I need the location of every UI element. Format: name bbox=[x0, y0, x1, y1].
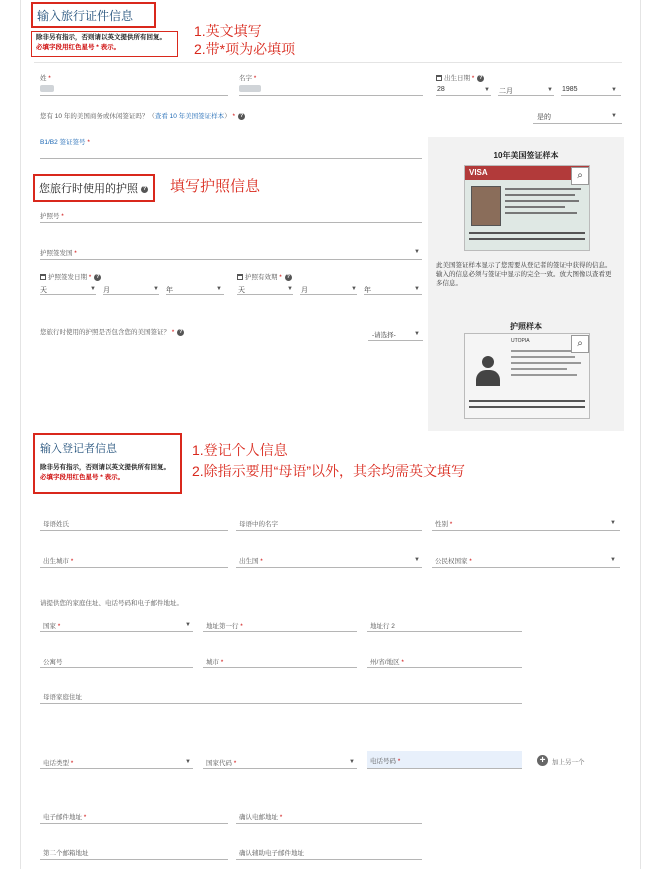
visa-card-mrz bbox=[469, 238, 585, 240]
notice-line-2: 必填字段用红色星号 * 表示。 bbox=[36, 44, 121, 51]
passport-card-mrz bbox=[469, 406, 585, 408]
passport-card-mrz bbox=[469, 400, 585, 402]
expiry-year-select[interactable] bbox=[364, 294, 422, 295]
issue-year-select[interactable] bbox=[166, 294, 224, 295]
visa-card-brand: VISA bbox=[469, 168, 488, 177]
expiry-month-select[interactable] bbox=[300, 294, 357, 295]
country-code-select[interactable] bbox=[203, 768, 357, 769]
address2-label: 地址行 2 bbox=[370, 623, 395, 630]
country-label: 国家 * bbox=[43, 623, 61, 630]
calendar-icon bbox=[40, 274, 46, 280]
annotation-line-1: 1.登记个人信息 bbox=[192, 442, 288, 458]
surname-label: 姓 * bbox=[40, 75, 51, 82]
birth-country-label: 出生国 * bbox=[239, 558, 263, 565]
visa-card-text-line bbox=[505, 212, 577, 214]
expiry-month[interactable]: 月 bbox=[301, 287, 308, 294]
address-intro: 请提供您的家庭住址、电话号码和电子邮件地址。 bbox=[40, 600, 183, 607]
surname-input[interactable] bbox=[40, 95, 228, 96]
dob-year-select[interactable] bbox=[561, 95, 621, 96]
native-address-input[interactable] bbox=[40, 703, 522, 704]
chevron-down-icon: ▼ bbox=[414, 286, 420, 292]
chevron-down-icon: ▼ bbox=[414, 557, 420, 563]
person-silhouette-icon bbox=[473, 352, 503, 390]
section1-annotation bbox=[194, 22, 295, 58]
visa-card-text-line bbox=[505, 206, 565, 208]
dob-day-value[interactable]: 28 bbox=[437, 86, 445, 93]
confirm-email-label: 确认电邮地址 * bbox=[239, 814, 283, 821]
passport-card-text-line bbox=[511, 374, 577, 376]
country-select[interactable] bbox=[40, 631, 193, 632]
birth-city-input[interactable] bbox=[40, 567, 228, 568]
passport-expiry-label: 护照有效期 * ? bbox=[237, 272, 292, 281]
city-input[interactable] bbox=[203, 667, 357, 668]
visa-card-text-line bbox=[505, 188, 581, 190]
dob-day-select[interactable] bbox=[436, 95, 491, 96]
passport-issue-date-label: 护照签发日期 * ? bbox=[40, 272, 101, 281]
apartment-input[interactable] bbox=[40, 667, 193, 668]
citizenship-label: 公民权国家 * bbox=[435, 558, 472, 565]
passport-card-text-line bbox=[511, 356, 575, 358]
help-icon[interactable]: ? bbox=[239, 112, 244, 119]
issue-year[interactable]: 年 bbox=[166, 287, 173, 294]
issue-day[interactable]: 天 bbox=[40, 287, 47, 294]
visa-card-text-line bbox=[505, 194, 575, 196]
section2-title: 输入登记者信息 bbox=[40, 443, 117, 455]
passport-issuer-label: 护照签发国 * bbox=[40, 250, 77, 257]
birth-country-select[interactable] bbox=[236, 567, 422, 568]
chevron-down-icon: ▼ bbox=[484, 87, 490, 93]
native-given-input[interactable] bbox=[236, 530, 422, 531]
given-name-value-blurred bbox=[239, 85, 261, 92]
city-label: 城市 * bbox=[206, 659, 224, 666]
annotation-line-2: 2.除指示要用“母语”以外，其余均需英文填写 bbox=[192, 463, 465, 479]
expiry-day-select[interactable] bbox=[237, 294, 293, 295]
help-icon[interactable]: ? bbox=[179, 328, 183, 335]
second-email-label: 第二个邮箱地址 bbox=[43, 850, 89, 857]
chevron-down-icon: ▼ bbox=[351, 286, 357, 292]
chevron-down-icon: ▼ bbox=[153, 286, 159, 292]
annotation-line-2: 2.带*项为必填项 bbox=[194, 41, 296, 57]
native-address-label: 母语家庭住址 bbox=[43, 694, 82, 701]
birth-city-label: 出生城市 * bbox=[43, 558, 74, 565]
chevron-down-icon: ▼ bbox=[287, 286, 293, 292]
dob-label: 出生日期 * ? bbox=[436, 73, 484, 82]
help-icon[interactable]: ? bbox=[479, 74, 483, 81]
phone-type-label: 电话类型 * bbox=[43, 760, 74, 767]
chevron-down-icon: ▼ bbox=[349, 759, 355, 765]
gender-label: 性别 * bbox=[435, 521, 453, 528]
dob-year-value[interactable]: 1985 bbox=[562, 86, 578, 93]
calendar-icon bbox=[436, 75, 442, 81]
visa-sample-link[interactable]: 查看 10 年美国签证样本 bbox=[154, 113, 225, 120]
state-label: 州/省/地区 * bbox=[370, 659, 404, 666]
chevron-down-icon: ▼ bbox=[610, 520, 616, 526]
passport-annotation: 填写护照信息 bbox=[170, 178, 261, 195]
chevron-down-icon: ▼ bbox=[610, 557, 616, 563]
address1-label: 地址第一行 * bbox=[206, 623, 243, 630]
plus-icon[interactable]: + bbox=[537, 755, 548, 766]
confirm-second-email-label: 确认辅助电子邮件地址 bbox=[239, 850, 304, 857]
native-surname-label: 母语姓氏 bbox=[43, 521, 69, 528]
chevron-down-icon: ▼ bbox=[414, 331, 420, 337]
native-surname-input[interactable] bbox=[40, 530, 228, 531]
chevron-down-icon: ▼ bbox=[90, 286, 96, 292]
visa-number-input[interactable] bbox=[40, 158, 422, 159]
section2-notice bbox=[40, 463, 170, 483]
contains-visa-select-value[interactable]: -请选择- bbox=[372, 332, 396, 339]
notice-line-1: 除非另有指示，否则请以英文提供所有回复。 bbox=[40, 464, 170, 471]
confirm-email-input[interactable] bbox=[236, 823, 422, 824]
country-code-label: 国家代码 * bbox=[206, 760, 237, 767]
chevron-down-icon: ▼ bbox=[611, 113, 617, 119]
notice-line-1: 除非另有指示，否则请以英文提供所有回复。 bbox=[36, 34, 166, 41]
annotation-line-1: 1.英文填写 bbox=[194, 23, 262, 39]
address1-input[interactable] bbox=[203, 631, 357, 632]
issue-month[interactable]: 月 bbox=[103, 287, 110, 294]
phone-number-label: 电话号码 * bbox=[370, 758, 401, 765]
passport-title: 您旅行时使用的护照 ? bbox=[39, 183, 147, 195]
section1-title: 输入旅行证件信息 bbox=[37, 9, 134, 23]
chevron-down-icon: ▼ bbox=[414, 249, 420, 255]
native-given-label: 母语中的名字 bbox=[239, 521, 278, 528]
expiry-year[interactable]: 年 bbox=[364, 287, 371, 294]
dob-month-value[interactable]: 二月 bbox=[499, 88, 513, 95]
visa-question: 您有 10 年的美国商务或休闲签证吗？（查看 10 年美国签证样本） * ? bbox=[40, 112, 244, 120]
passport-number-input[interactable] bbox=[40, 222, 422, 223]
given-name-label: 名字 * bbox=[239, 75, 257, 82]
apartment-label: 公寓号 bbox=[43, 659, 63, 666]
visa-card-text-line bbox=[505, 200, 579, 202]
phone-type-select[interactable] bbox=[40, 768, 193, 769]
chevron-down-icon: ▼ bbox=[547, 87, 553, 93]
zoom-search-icon[interactable]: ⌕ bbox=[571, 167, 589, 185]
passport-card-text-line bbox=[511, 368, 567, 370]
divider bbox=[34, 62, 622, 63]
visa-answer-select[interactable] bbox=[533, 123, 622, 124]
passport-contains-visa-question: 您旅行时使用的护照是否包含您的美国签证？ * ? bbox=[40, 328, 183, 336]
chevron-down-icon: ▼ bbox=[216, 286, 222, 292]
second-email-input[interactable] bbox=[40, 859, 228, 860]
surname-value-blurred bbox=[40, 85, 54, 92]
visa-caption: 此美国签证样本显示了您需要从登记者的签证中获得的信息。输入的信息必须与签证中显示的完全一致。放大图像以查看更多信息。 bbox=[436, 262, 612, 287]
passport-issuer-select[interactable] bbox=[40, 259, 422, 260]
passport-number-label: 护照号 * bbox=[40, 213, 64, 220]
sample-sidebar bbox=[428, 137, 624, 431]
visa-sample-title: 10年美国签证样本 bbox=[493, 151, 559, 160]
zoom-search-icon[interactable]: ⌕ bbox=[571, 335, 589, 353]
contains-visa-select[interactable] bbox=[368, 340, 423, 341]
help-icon[interactable]: ? bbox=[96, 273, 100, 280]
section1-notice bbox=[36, 33, 166, 53]
visa-card-photo bbox=[471, 186, 501, 226]
passport-card-text-line bbox=[511, 362, 581, 364]
visa-answer-value[interactable]: 是的 bbox=[537, 114, 551, 121]
dob-month-select[interactable] bbox=[498, 95, 554, 96]
passport-card-country: UTOPIA bbox=[511, 338, 530, 344]
visa-number-label: B1/B2 签证签号 * bbox=[40, 139, 90, 146]
help-icon[interactable]: ? bbox=[142, 185, 147, 192]
state-input[interactable] bbox=[367, 667, 522, 668]
visa-card-mrz bbox=[469, 232, 585, 234]
citizenship-select[interactable] bbox=[432, 567, 620, 568]
phone-number-input[interactable] bbox=[367, 768, 522, 769]
add-another-phone-button[interactable]: 加上另一个 bbox=[552, 759, 585, 766]
chevron-down-icon: ▼ bbox=[185, 759, 191, 765]
notice-line-2: 必填字段用红色星号 * 表示。 bbox=[40, 474, 125, 481]
given-name-input[interactable] bbox=[239, 95, 423, 96]
address2-input[interactable] bbox=[367, 631, 522, 632]
confirm-second-email-input[interactable] bbox=[236, 859, 422, 860]
email-label: 电子邮件地址 * bbox=[43, 814, 87, 821]
issue-month-select[interactable] bbox=[103, 294, 159, 295]
chevron-down-icon: ▼ bbox=[611, 87, 617, 93]
expiry-day[interactable]: 天 bbox=[238, 287, 245, 294]
chevron-down-icon: ▼ bbox=[185, 622, 191, 628]
section2-annotation bbox=[192, 440, 465, 482]
help-icon[interactable]: ? bbox=[286, 273, 291, 280]
calendar-icon bbox=[237, 274, 243, 280]
email-input[interactable] bbox=[40, 823, 228, 824]
passport-sample-title: 护照样本 bbox=[510, 322, 542, 331]
issue-day-select[interactable] bbox=[40, 294, 96, 295]
gender-select[interactable] bbox=[432, 530, 620, 531]
